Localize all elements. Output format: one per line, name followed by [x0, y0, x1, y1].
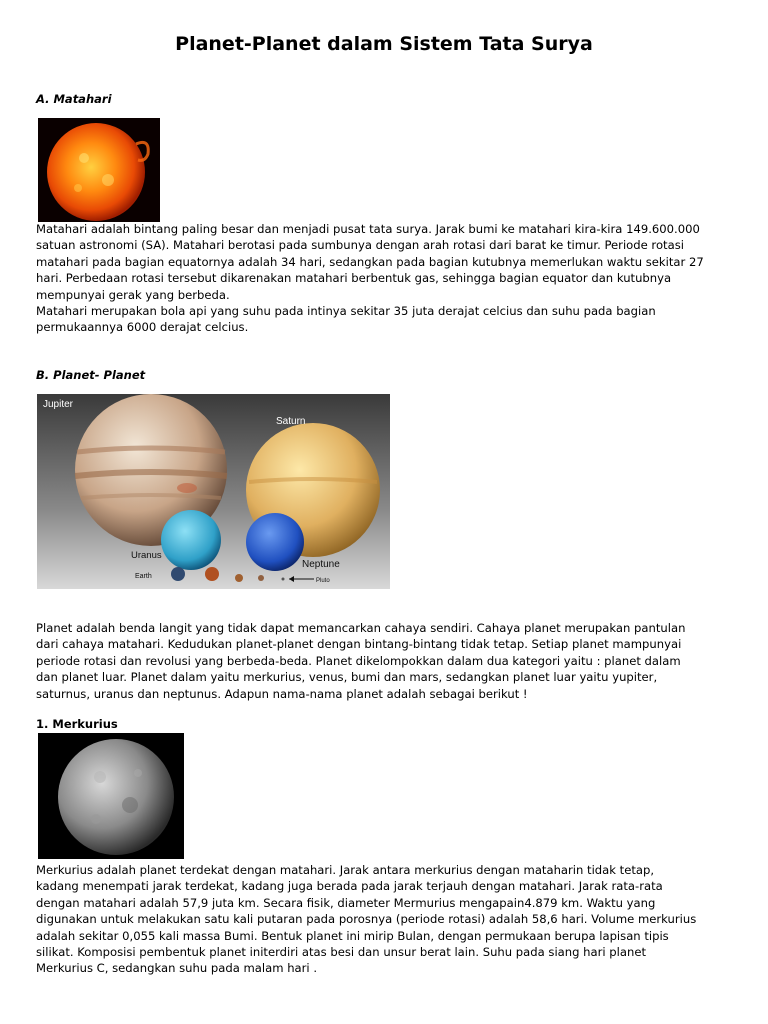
uranus-label: Uranus — [131, 550, 162, 561]
section-heading-merkurius: 1. Merkurius — [36, 717, 118, 731]
section-heading-matahari: A. Matahari — [36, 92, 112, 106]
section-heading-planet: B. Planet- Planet — [36, 368, 146, 382]
planets-comparison-image — [37, 394, 390, 589]
page-title: Planet-Planet dalam Sistem Tata Surya — [175, 33, 593, 55]
mercury-image — [38, 733, 184, 859]
pluto-label: Pluto — [316, 578, 330, 584]
saturn-label: Saturn — [276, 416, 306, 427]
neptune-label: Neptune — [302, 559, 340, 570]
matahari-paragraph: Matahari adalah bintang paling besar dan menjadi pusat tata surya. Jarak bumi ke matahari kira-kira 149.600.000 satuan astronomi (SA). Matahari berotasi pada sumbunya dengan arah rotasi dari barat ke timur. Periode rotasi matahari pada bagian equatornya adalah 34 hari, sedangkan pada bagian kutubnya memerlukan waktu sekitar 27 hari. Perbedaan rotasi tersebut dikarenakan matahari berbentuk gas, sehingga bagian equator dan kutubnya mempunyai gerak yang berbeda. Matahari merupakan bola api yang suhu pada intinya sekitar 35 juta derajat celcius dan suhu pada bagian permukaannya 6000 derajat celcius. — [36, 222, 704, 335]
sun-image — [38, 118, 160, 222]
planet-paragraph: Planet adalah benda langit yang tidak dapat memancarkan cahaya sendiri. Cahaya planet merupakan pantulan dari cahaya matahari. Kedudukan planet-planet dengan bintang-bintang tidak tetap. Setiap planet mampunyai periode rotasi dan revolusi yang berbeda-beda. Planet dikelompokkan dalam dua kategori yaitu : planet dalam dan planet luar. Planet dalam yaitu merkurius, venus, bumi dan mars, sedangkan planet luar yaitu yupiter, saturnus, uranus dan neptunus. Adapun nama-nama planet adalah sebagai berikut ! — [36, 621, 686, 701]
earth-label: Earth — [135, 573, 152, 580]
merkurius-paragraph: Merkurius adalah planet terdekat dengan matahari. Jarak antara merkurius dengan mataharin tidak tetap, kadang menempati jarak terdekat, kadang juga berada pada jarak terjauh dengan matahari. Jarak rata-rata dengan matahari adalah 57,9 juta km. Secara fisik, diameter Mermurius mengapain4.879 km. Waktu yang digunakan untuk melakukan satu kali putaran pada porosnya (periode rotasi) adalah 58,6 hari. Volume merkurius adalah sekitar 0,055 kali massa Bumi. Bentuk planet ini mirip Bulan, dengan permukaan berupa lapisan tipis silikat. Komposisi pembentuk planet initerdiri atas besi dan unsur berat lain. Suhu pada siang hari planet Merkurius C, sedangkan suhu pada malam hari . — [36, 863, 697, 976]
jupiter-label: Jupiter — [43, 399, 74, 410]
